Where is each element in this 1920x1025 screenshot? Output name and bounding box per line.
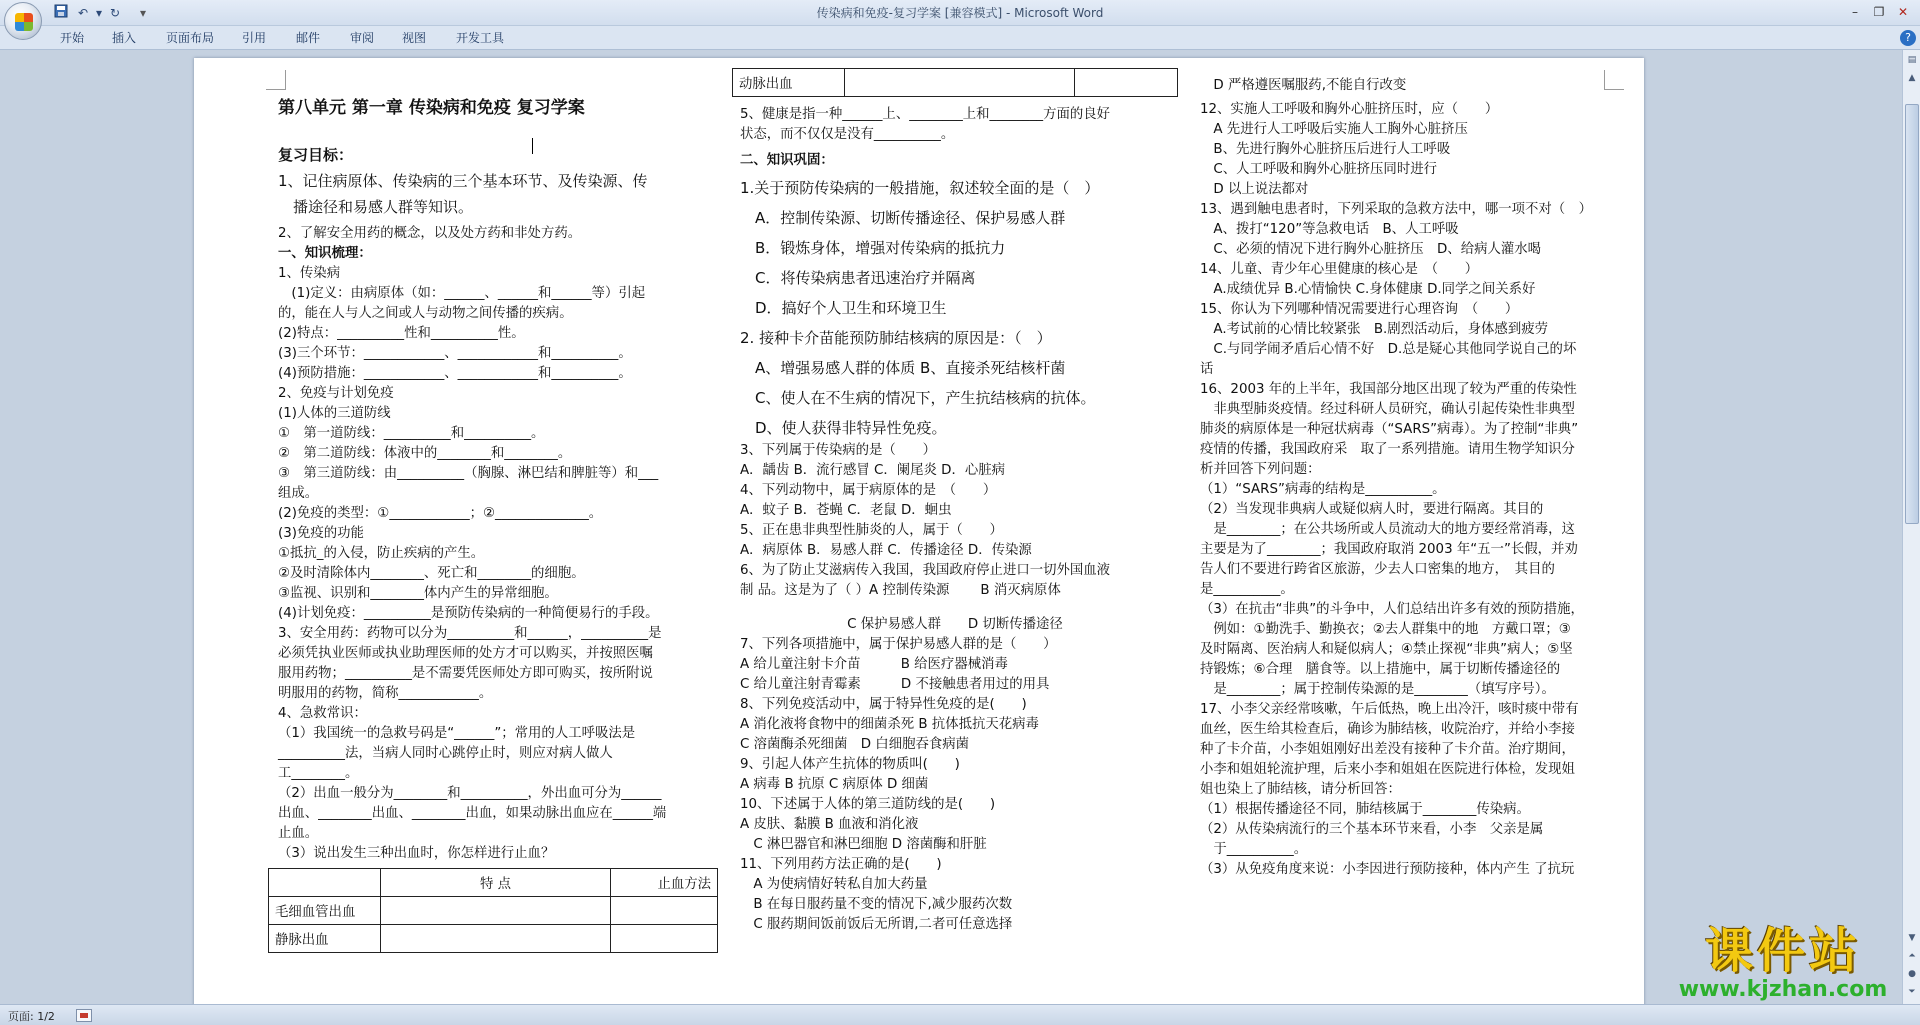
tab-insert[interactable]: 插入 [112, 31, 137, 45]
watermark-logo [1668, 924, 1898, 1002]
doc-line: A 消化液将食物中的细菌杀死 B 抗体抵抗天花病毒 [740, 717, 1039, 732]
table-cell[interactable]: 毛细血管出血 [269, 897, 381, 925]
doc-line: 3、安全用药：药物可以分为__________和______，__________是 [278, 626, 662, 641]
status-bar [0, 1004, 1920, 1025]
save-icon[interactable] [52, 4, 70, 22]
doc-line: 例如：①勤洗手、勤换衣；②去人群集中的地 方戴口罩；③ [1200, 622, 1571, 637]
margin-corner-mark [266, 70, 286, 90]
table-row [733, 69, 1178, 97]
doc-line: 是__________。 [1200, 582, 1294, 597]
doc-line: B 在每日服药量不变的情况下,减少服药次数 [740, 897, 1013, 912]
doc-line: __________法，当病人同时心跳停止时，则应对病人做人 [278, 746, 613, 761]
doc-line: 的，能在人与人之间或人与动物之间传播的疾病。 [278, 306, 573, 321]
doc-line: （3）在抗击“非典”的斗争中，人们总结出许多有效的预防措施， [1200, 602, 1584, 617]
doc-line: 析并回答下列问题： [1200, 462, 1321, 477]
redo-icon[interactable]: ↻ [109, 6, 121, 20]
undo-dropdown-icon[interactable]: ▾ [95, 6, 103, 20]
doc-line: 止血。 [278, 826, 319, 841]
tab-review[interactable]: 审阅 [350, 31, 375, 45]
doc-line: A 病毒 B 抗原 C 病原体 D 细菌 [740, 777, 929, 792]
doc-line: (3)三个环节：____________、____________和__________。 [278, 346, 632, 361]
maximize-icon[interactable]: ❐ [1873, 5, 1885, 19]
doc-line: D 严格遵医嘱服药,不能自行改变 [1200, 78, 1407, 93]
doc-line: 组成。 [278, 486, 319, 501]
scroll-thumb[interactable] [1905, 104, 1919, 524]
column-3 [1200, 76, 1640, 880]
doc-line: C 溶菌酶杀死细菌 D 白细胞吞食病菌 [740, 737, 970, 752]
table-cell[interactable] [611, 925, 718, 953]
tab-mailings[interactable]: 邮件 [296, 31, 321, 45]
doc-line: ② 第二道防线：体液中的________和________。 [278, 446, 572, 461]
doc-line: (1)人体的三道防线 [278, 406, 391, 421]
doc-line: ① 第一道防线：__________和__________。 [278, 426, 545, 441]
doc-line: 1.关于预防传染病的一般措施，叙述较全面的是（ ） [740, 179, 1100, 197]
table-cell[interactable] [381, 925, 611, 953]
document-page[interactable] [194, 58, 1644, 1004]
column-2 [740, 68, 1170, 935]
doc-line: 工________。 [278, 766, 359, 781]
doc-line: 2. 接种卡介苗能预防肺结核病的原因是：（ ） [740, 329, 1052, 347]
tab-developer[interactable]: 开发工具 [456, 31, 505, 45]
doc-line: 主要是为了________；我国政府取消 2003 年“五一”长假，并劝 [1200, 542, 1578, 557]
table-row [269, 897, 718, 925]
watermark-title: 课件站 [1704, 923, 1861, 979]
doc-line: 制 品。这是为了（ ）A 控制传染源 B 消灭病原体 [740, 583, 1061, 598]
tab-home[interactable]: 开始 [60, 31, 85, 45]
doc-line: 非典型肺炎疫情。经过科研人员研究，确认引起传染性非典型 [1200, 402, 1575, 417]
doc-line: C 给儿童注射青霉素 D 不接触患者用过的用具 [740, 677, 1050, 692]
doc-line: 12、实施人工呼吸和胸外心脏挤压时，应（ ） [1200, 102, 1499, 117]
doc-line: A 给儿童注射卡介苗 B 给医疗器械消毒 [740, 657, 1008, 672]
page-count[interactable]: 页面: 1/2 [8, 1010, 55, 1023]
doc-line: ①抵抗_的入侵，防止疾病的产生。 [278, 546, 485, 561]
doc-line: 3、下列属于传染病的是（ ） [740, 443, 936, 458]
doc-line: （3）说出发生三种出血时，你怎样进行止血？ [278, 846, 555, 861]
table-cell[interactable]: 动脉出血 [733, 69, 845, 97]
doc-line: 二、知识巩固： [740, 153, 834, 168]
doc-line: 是________；属于控制传染源的是________（填写序号）。 [1200, 682, 1555, 697]
doc-line: C、使人在不生病的情况下，产生抗结核病的抗体。 [740, 389, 1096, 407]
doc-line: C.与同学闹矛盾后心情不好 D.总是疑心其他同学说自己的坏 [1200, 342, 1577, 357]
column-1 [275, 98, 718, 953]
doc-line: 明服用的药物，简称____________。 [278, 686, 493, 701]
doc-line: A．蚊子 B．苍蝇 C．老鼠 D．蛔虫 [740, 503, 952, 518]
help-icon[interactable]: ? [1900, 30, 1916, 46]
next-page-icon[interactable]: ⏷ [1908, 987, 1916, 997]
watermark-url: www.kjzhan.com [1678, 977, 1888, 1002]
doc-line: 是________；在公共场所或人员流动大的地方要经常消毒，这 [1200, 522, 1575, 537]
doc-line: A.考试前的心情比较紧张 B.剧烈活动后，身体感到疲劳 [1200, 322, 1548, 337]
customize-icon[interactable]: ▾ [139, 6, 147, 20]
bleeding-table [268, 868, 718, 953]
doc-line: A 皮肤、黏膜 B 血液和消化液 [740, 817, 919, 832]
office-button[interactable] [4, 2, 42, 40]
minimize-icon[interactable]: – [1852, 5, 1858, 19]
scroll-up-icon[interactable]: ▲ [1908, 73, 1916, 83]
doc-line: (4)计划免疫：__________是预防传染病的一种简便易行的手段。 [278, 606, 659, 621]
tab-references[interactable]: 引用 [242, 31, 267, 45]
doc-line: （1）“SARS”病毒的结构是__________。 [1200, 482, 1446, 497]
document-title: 第八单元 第一章 传染病和免疫 复习学案 [278, 98, 585, 118]
doc-line: A．病原体 B．易感人群 C．传播途径 D．传染源 [740, 543, 1032, 558]
doc-line: 小李和姐姐轮流护理，后来小李和姐姐在医院进行体检，发现姐 [1200, 762, 1575, 777]
doc-line: A．龋齿 B．流行感冒 C．阑尾炎 D．心脏病 [740, 463, 1006, 478]
doc-line: 14、儿童、青少年心里健康的核心是 （ ） [1200, 262, 1479, 277]
document-workspace[interactable] [0, 50, 1902, 1004]
doc-line: 4、下列动物中，属于病原体的是 （ ） [740, 483, 997, 498]
doc-line: 17、小李父亲经常咳嗽，午后低热，晚上出冷汗，咳时痰中带有 [1200, 702, 1579, 717]
previous-page-icon[interactable]: ⏶ [1908, 951, 1916, 961]
doc-line: 状态，而不仅仅是没有__________。 [740, 127, 955, 142]
doc-line: 11、下列用药方法正确的是( ) [740, 857, 942, 872]
tab-view[interactable]: 视图 [402, 31, 427, 45]
doc-line: C、必须的情况下进行胸外心脏挤压 D、给病人灌水喝 [1200, 242, 1542, 257]
doc-line: （1）我国统一的急救号码是“______”；常用的人工呼吸法是 [278, 726, 636, 741]
doc-line: 种了卡介苗，小李姐姐刚好出差没有接种了卡介苗。治疗期间， [1200, 742, 1575, 757]
doc-line: 9、引起人体产生抗体的物质叫( ) [740, 757, 960, 772]
doc-line: 血丝，医生给其检查后，确诊为肺结核，收院治疗，并给小李接 [1200, 722, 1575, 737]
ruler-toggle-icon[interactable]: ▤ [1907, 55, 1917, 65]
doc-line: 话 [1200, 362, 1214, 377]
doc-line: 13、遇到触电患者时，下列采取的急救方法中，哪一项不对（ ） [1200, 202, 1592, 217]
table-cell[interactable]: 特 点 [381, 869, 611, 897]
table-row [269, 925, 718, 953]
table-cell[interactable] [611, 897, 718, 925]
doc-line: 5、正在患非典型性肺炎的人，属于（ ） [740, 523, 1003, 538]
close-icon[interactable]: ✕ [1897, 5, 1909, 19]
text-cursor [532, 138, 533, 154]
doc-line: A．控制传染源、切断传播途径、保护易感人群 [740, 209, 1066, 227]
doc-line: (3)免疫的功能 [278, 526, 364, 541]
vertical-scrollbar[interactable] [1902, 50, 1920, 1004]
artery-bleeding-row [732, 68, 1178, 97]
doc-line: A.成绩优异 B.心情愉快 C.身体健康 D.同学之间关系好 [1200, 282, 1536, 297]
doc-line: 告人们不要进行跨省区旅游，少去人口密集的地方， 其目的 [1200, 562, 1555, 577]
doc-line: D．搞好个人卫生和环境卫生 [740, 299, 947, 317]
ribbon-tabs [0, 26, 1920, 50]
doc-line: B．锻炼身体，增强对传染病的抵抗力 [740, 239, 1006, 257]
doc-line: A、拨打“120”等急救电话 B、人工呼吸 [1200, 222, 1459, 237]
table-cell[interactable]: 静脉出血 [269, 925, 381, 953]
tab-page-layout[interactable]: 页面布局 [166, 31, 215, 45]
doc-line: 疫情的传播，我国政府采 取了一系列措施。请用生物学知识分 [1200, 442, 1575, 457]
doc-line: 5、健康是指一种______上、________上和________方面的良好 [740, 107, 1111, 122]
doc-line: D、使人获得非特异性免疫。 [740, 419, 947, 437]
doc-line: 7、下列各项措施中，属于保护易感人群的是（ ） [740, 637, 1057, 652]
doc-line: C 服药期间饭前饭后无所谓,二者可任意选择 [740, 917, 1013, 932]
title-bar [0, 0, 1920, 26]
doc-line: (4)预防措施：____________、____________和__________。 [278, 366, 632, 381]
doc-line: ③监视、识别和________体内产生的异常细胞。 [278, 586, 558, 601]
doc-line: 必须凭执业医师或执业助理医师的处方才可以购买，并按照医嘱 [278, 646, 653, 661]
doc-line: 出血、________出血、________出血，如果动脉出血应在______端 [278, 806, 667, 821]
doc-line: 及时隔离、医治病人和疑似病人；④禁止探视“非典”病人；⑤坚 [1200, 642, 1573, 657]
doc-line [740, 601, 1170, 615]
doc-line: 一、知识梳理： [278, 246, 372, 261]
doc-line: A 为使病情好转私自加大药量 [740, 877, 928, 892]
doc-line: C．将传染病患者迅速治疗并隔离 [740, 269, 976, 287]
table-cell[interactable] [269, 869, 381, 897]
undo-icon[interactable]: ↶ [77, 6, 89, 20]
doc-line: 服用药物；__________是不需要凭医师处方即可购买，按所附说 [278, 666, 653, 681]
doc-line: (1)定义：由病原体（如：______、______和______等）引起 [278, 286, 646, 301]
office-logo-icon [15, 13, 33, 31]
doc-line: C 淋巴器官和淋巴细胞 D 溶菌酶和肝脏 [740, 837, 987, 852]
doc-line: A、增强易感人群的体质 B、直接杀死结核杆菌 [740, 359, 1066, 377]
doc-line: D 以上说法都对 [1200, 182, 1309, 197]
table-header-row [269, 869, 718, 897]
doc-line: （2）当发现非典病人或疑似病人时，要进行隔离。其目的 [1200, 502, 1544, 517]
doc-line: 8、下列免疫活动中，属于特异性免疫的是( ) [740, 697, 1027, 712]
doc-line: ③ 第三道防线：由__________（胸腺、淋巴结和脾脏等）和___ [278, 466, 659, 481]
doc-line: (2)特点：__________性和__________性。 [278, 326, 525, 341]
doc-line: ②及时清除体内________、死亡和________的细胞。 [278, 566, 585, 581]
select-browse-object-icon[interactable]: ● [1908, 969, 1916, 979]
doc-line: 15、你认为下列哪种情况需要进行心理咨询 （ ） [1200, 302, 1519, 317]
doc-line: C 保护易感人群 D 切断传播途径 [740, 617, 1063, 632]
doc-line: （2）从传染病流行的三个基本环节来看，小李 父亲是属 [1200, 822, 1544, 837]
doc-line: 于__________。 [1200, 842, 1308, 857]
doc-line: 2、免疫与计划免疫 [278, 386, 394, 401]
doc-line: 2、了解安全用药的概念，以及处方药和非处方药。 [278, 226, 582, 241]
doc-line: （3）从免疫角度来说：小李因进行预防接种，体内产生 了抗玩 [1200, 862, 1575, 877]
doc-line: C、人工呼吸和胸外心脏挤压同时进行 [1200, 162, 1437, 177]
doc-line: 6、为了防止艾滋病传入我国，我国政府停止进口一切外国血液 [740, 563, 1111, 578]
doc-line: 播途径和易感人群等知识。 [278, 198, 474, 216]
macro-record-icon[interactable] [76, 1009, 92, 1022]
doc-line: 1、传染病 [278, 266, 341, 281]
doc-line: 肺炎的病原体是一种冠状病毒（“SARS”病毒）。为了控制“非典” [1200, 422, 1579, 437]
window-title: 传染病和免疫-复习学案 [兼容模式] - Microsoft Word [816, 6, 1104, 20]
doc-line: 1、记住病原体、传染病的三个基本环节、及传染源、传 [278, 172, 648, 190]
doc-line: (2)免疫的类型：①____________；②______________。 [278, 506, 603, 521]
doc-line: （2）出血一般分为________和__________，外出血可分为______ [278, 786, 662, 801]
doc-line: 持锻炼；⑥合理 膳食等。以上措施中，属于切断传播途径的 [1200, 662, 1561, 677]
table-cell[interactable] [381, 897, 611, 925]
doc-line: A 先进行人工呼吸后实施人工胸外心脏挤压 [1200, 122, 1468, 137]
doc-line: （1）根据传播途径不同，肺结核属于________传染病。 [1200, 802, 1530, 817]
table-cell[interactable] [1075, 69, 1178, 97]
doc-line: 复习目标： [278, 146, 354, 164]
doc-line: 姐也染上了肺结核，请分析回答： [1200, 782, 1401, 797]
doc-line: 16、2003 年的上半年，我国部分地区出现了较为严重的传染性 [1200, 382, 1577, 397]
scroll-down-icon[interactable]: ▼ [1908, 933, 1916, 943]
table-cell[interactable] [845, 69, 1075, 97]
doc-line: 4、急救常识： [278, 706, 367, 721]
table-cell[interactable]: 止血方法 [611, 869, 718, 897]
doc-line: 10、下述属于人体的第三道防线的是( ) [740, 797, 996, 812]
doc-line: B、先进行胸外心脏挤压后进行人工呼吸 [1200, 142, 1451, 157]
